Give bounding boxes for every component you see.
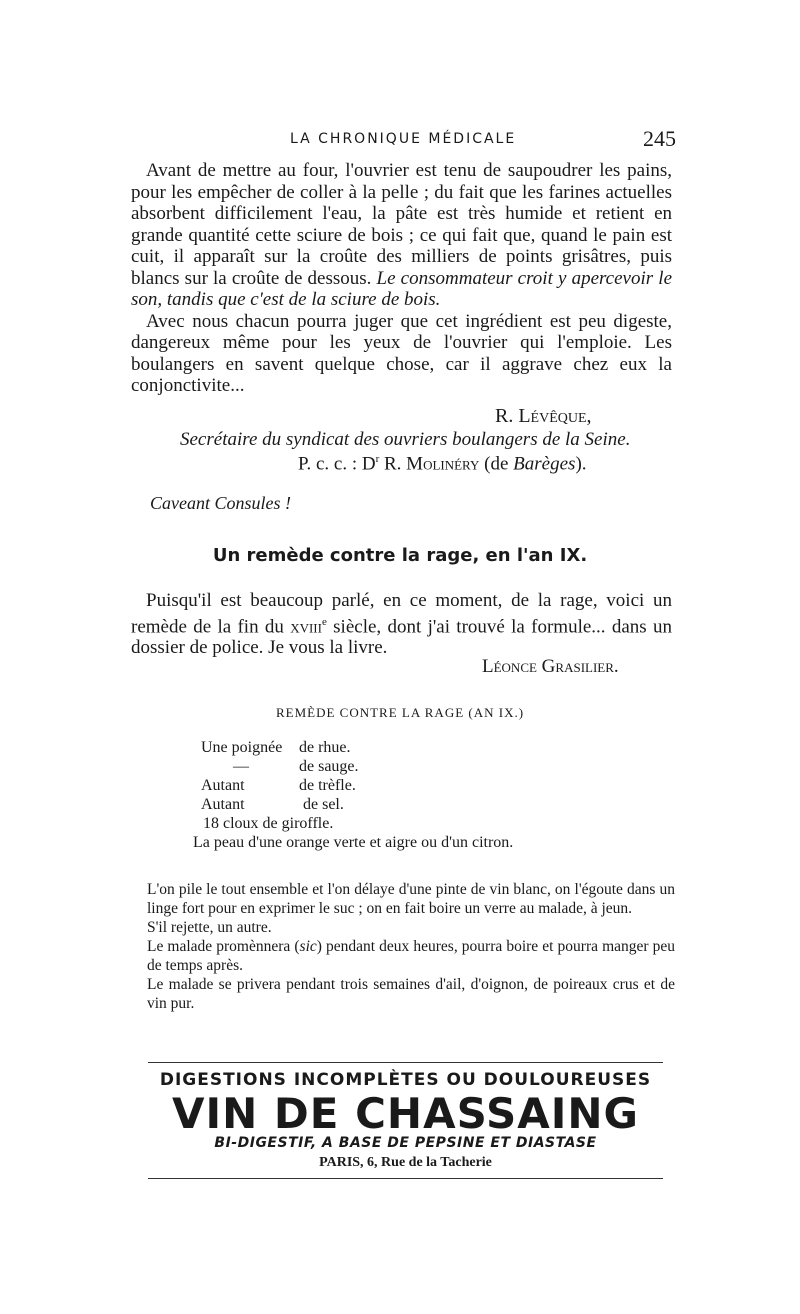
recipe-ingredient: de trèfle. [299, 777, 356, 794]
instruction-text: Le malade promènnera ( [147, 938, 300, 955]
ad-address: PARIS, 6, Rue de la Tacherie [319, 1155, 492, 1170]
instruction-paragraph: Le malade se privera pendant trois semaines d'ail, d'oignon, de poireaux crus et de vin pur. [147, 976, 675, 1012]
letter-paragraph-1-text: Avant de mettre au four, l'ouvrier est tenu de saupoudrer les pains, pour les empêcher de coller à la pelle ; du fait que les farines actuelles absorbent difficilement l'eau, la pâte est très humide et retient en grande quantité cette sciure de bois ; ce qui fait que, quand le pain est cuit, il apparaît sur la croûte des milliers de points grisâtres, puis blancs sur la croûte de dessous. [131, 160, 672, 289]
recipe-quantity: Autant [201, 796, 245, 813]
pcc-superscript: r [375, 453, 380, 465]
signature-pcc [298, 453, 587, 475]
recipe-quantity: — [233, 758, 249, 775]
signature-name: R. Lévêque, [495, 405, 592, 427]
intro-part-2: siècle, dont j'ai trouvé la formule... dans un dossier de police. Je vous la livre. [131, 615, 672, 659]
instruction-paragraph: L'on pile le tout ensemble et l'on délaye d'une pinte de vin blanc, on l'égoute dans un linge fort pour en exprimer le suc ; on en fait boire un verre au malade, à jeun. [147, 881, 675, 917]
ad-tagline: DIGESTIONS INCOMPLÈTES OU DOULOUREUSES [159, 1070, 652, 1090]
letter-body [131, 160, 672, 397]
article-heading: Un remède contre la rage, en l'an IX. [212, 545, 588, 566]
recipe-ingredient: de rhue. [299, 739, 351, 756]
ad-description: BI-DIGESTIF, A BASE DE PEPSINE ET DIASTASE [214, 1135, 597, 1151]
instruction-paragraph [147, 937, 675, 975]
ad-top-rule [148, 1062, 663, 1063]
recipe-instructions [147, 880, 675, 1013]
letter-paragraph-1 [131, 160, 672, 311]
letter-paragraph-1-italic: Le consommateur croit y apercevoir le son, tandis que c'est de la sciure de bois. [131, 267, 673, 310]
page-number: 245 [643, 126, 676, 151]
ad-bottom-rule [148, 1178, 663, 1179]
pcc-name: R. Molinéry [379, 453, 480, 475]
running-header: LA CHRONIQUE MÉDICALE [290, 131, 517, 147]
recipe-ingredient: de sel. [303, 796, 344, 813]
sic-note: sic [299, 938, 317, 955]
letter-paragraph-2: Avec nous chacun pourra juger que cet ingrédient est peu digeste, dangereux même pour les yeux de l'ouvrier qui l'emploie. Les boulangers en savent quelque chose, car il aggrave chez eux la conjonctivite... [131, 310, 672, 396]
recipe-quantity: La peau d'une orange verte et aigre ou d'un citron. [193, 834, 514, 851]
recipe-quantity: Autant [201, 777, 245, 794]
recipe-title: REMÈDE CONTRE LA RAGE (AN IX.) [275, 705, 525, 720]
article-intro-paragraph [131, 590, 672, 659]
ad-brand: VIN DE CHASSAING [172, 1089, 639, 1138]
article-author [482, 656, 619, 678]
pcc-place-open: (de [479, 453, 514, 475]
instruction-text: ) pendant deux heures, pourra boire et pourra manger peu de temps après. [147, 938, 676, 974]
signature-role: Secrétaire du syndicat des ouvriers boulangers de la Seine. [180, 429, 631, 450]
author-name: Léonce Grasilier. [482, 656, 619, 677]
intro-part-1: Puisqu'il est beaucoup parlé, en ce moment, de la rage, voici un remède de la fin du [131, 590, 672, 637]
pcc-prefix: P. c. c. : D [298, 453, 376, 475]
pcc-place: Barèges [513, 453, 576, 475]
recipe-quantity: Une poignée [201, 739, 283, 756]
intro-century-sup: e [321, 615, 327, 628]
recipe-ingredient: de sauge. [299, 758, 359, 775]
instruction-paragraph: S'il rejette, un autre. [147, 919, 272, 936]
pcc-place-close: ). [575, 453, 587, 475]
article-intro [131, 590, 672, 659]
intro-century: xviii [290, 615, 322, 637]
recipe-quantity: 18 cloux de giroffle. [203, 815, 334, 832]
caveant-line: Caveant Consules ! [150, 493, 291, 513]
